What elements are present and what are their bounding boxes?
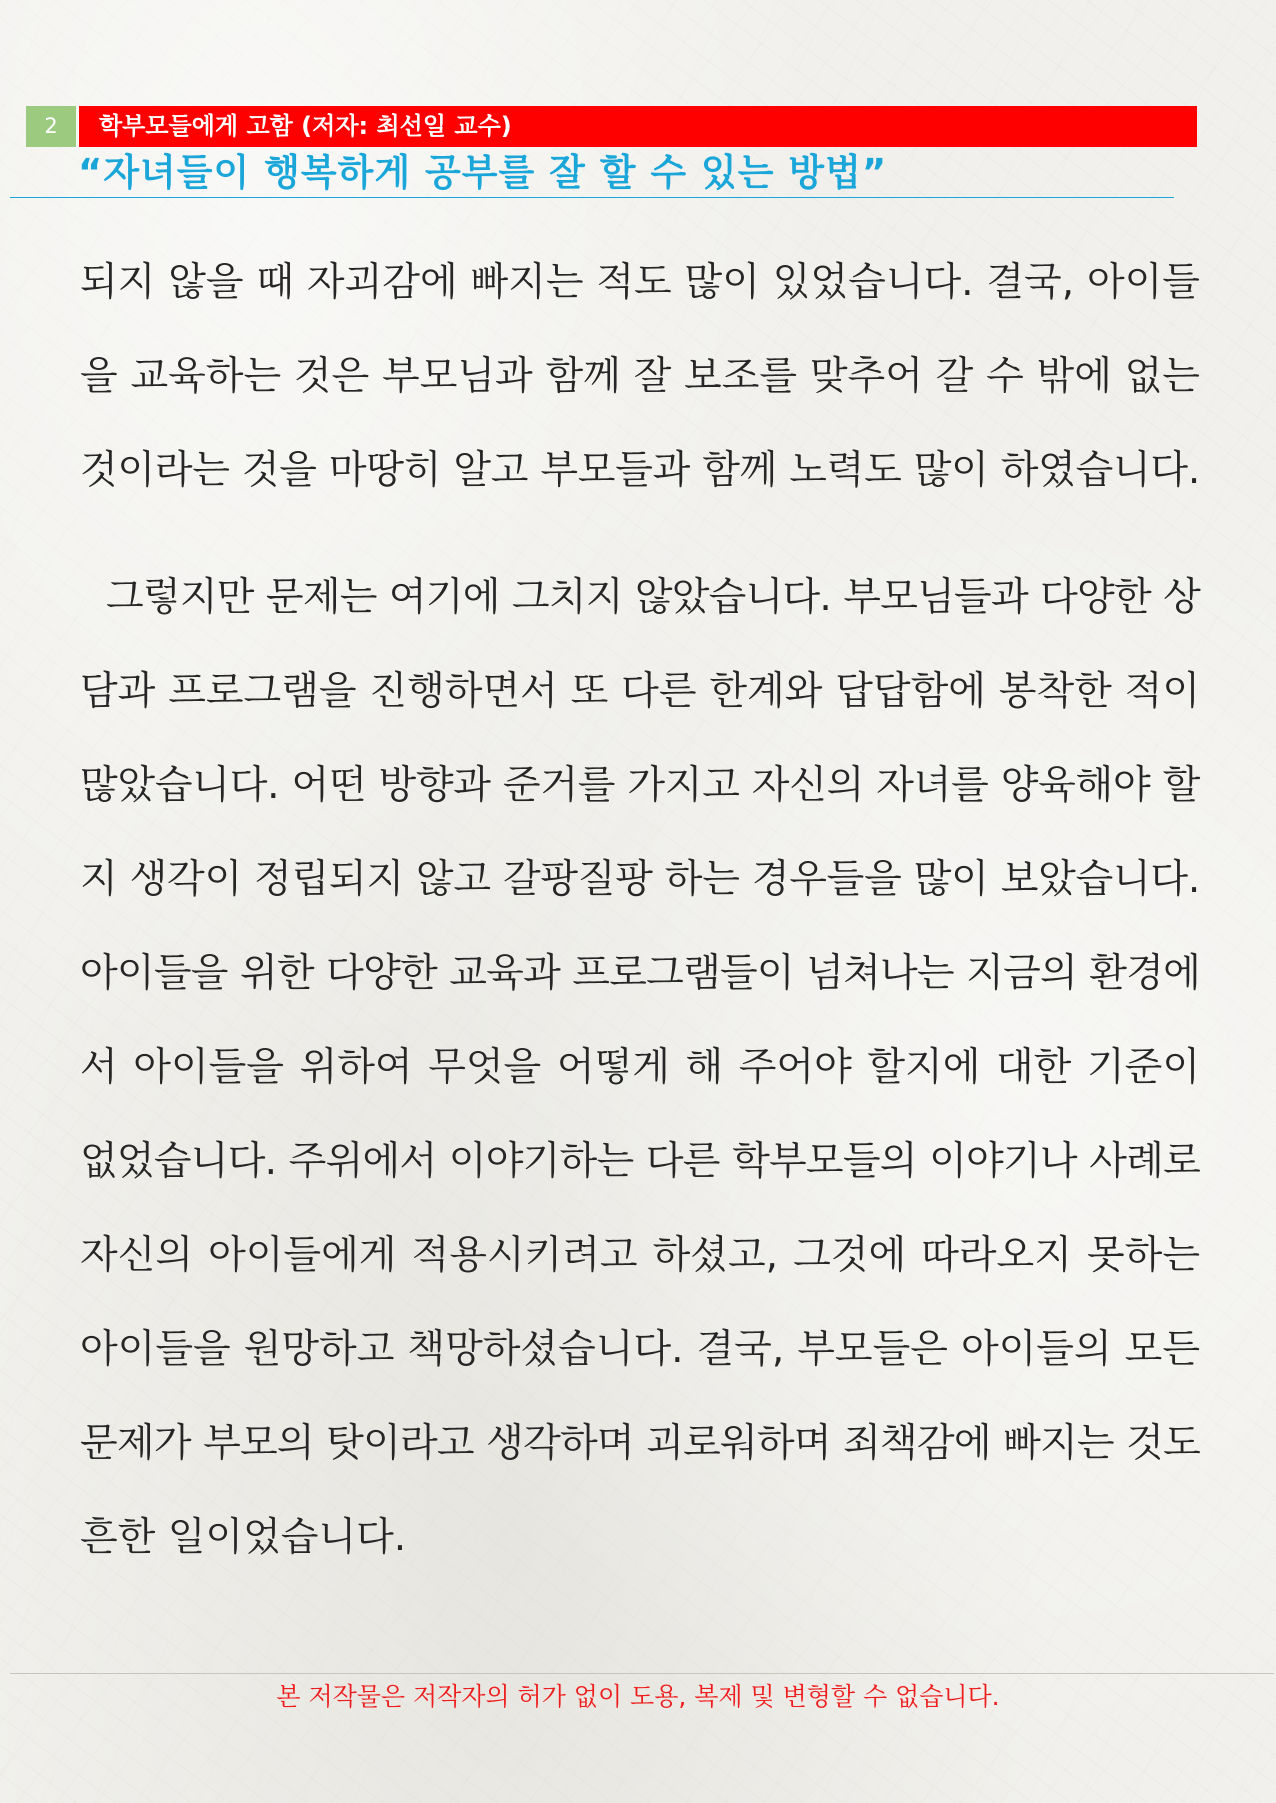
text-line: 아이들을 원망하고 책망하셨습니다. 결국, 부모들은 아이들의 모든 [80,1327,1200,1372]
text-line: 담과 프로그램을 진행하면서 또 다른 한계와 답답함에 봉착한 적이 [80,669,1200,714]
page-number: 2 [26,106,76,147]
footer-divider [10,1673,1274,1674]
text-line: 을 교육하는 것은 부모님과 함께 잘 보조를 맞추어 갈 수 밖에 없는 [80,354,1200,399]
paragraph-1 [80,248,1200,530]
body-text [80,248,1200,1597]
paragraph-gap [80,530,1200,563]
copyright-notice: 본 저작물은 저작자의 허가 없이 도용, 복제 및 변형할 수 없습니다. [276,1682,1000,1711]
text-line: 그렇지만 문제는 여기에 그치지 않았습니다. 부모님들과 다양한 상 [106,575,1200,620]
text-line: 아이들을 위한 다양한 교육과 프로그램들이 넘쳐나는 지금의 환경에 [80,951,1200,996]
page-subtitle: “자녀들이 행복하게 공부를 잘 할 수 있는 방법” [78,151,888,194]
text-line: 지 생각이 정립되지 않고 갈팡질팡 하는 경우들을 많이 보았습니다. [80,857,1200,902]
text-line: 자신의 아이들에게 적용시키려고 하셨고, 그것에 따라오지 못하는 [80,1233,1200,1278]
subtitle-divider [10,197,1174,198]
text-line: 많았습니다. 어떤 방향과 준거를 가지고 자신의 자녀를 양육해야 할 [80,763,1200,808]
text-line: 없었습니다. 주위에서 이야기하는 다른 학부모들의 이야기나 사례로 [80,1139,1200,1184]
text-line: 서 아이들을 위하여 무엇을 어떻게 해 주어야 할지에 대한 기준이 [80,1045,1200,1090]
header-title: 학부모들에게 고함 (저자: 최선일 교수) [79,106,1197,147]
text-line: 흔한 일이었습니다. [80,1515,407,1560]
text-line: 것이라는 것을 마땅히 알고 부모들과 함께 노력도 많이 하였습니다. [80,448,1200,493]
paragraph-2 [80,563,1200,1597]
text-line: 문제가 부모의 탓이라고 생각하며 괴로워하며 죄책감에 빠지는 것도 [80,1421,1200,1466]
text-line: 되지 않을 때 자괴감에 빠지는 적도 많이 있었습니다. 결국, 아이들 [80,260,1200,305]
